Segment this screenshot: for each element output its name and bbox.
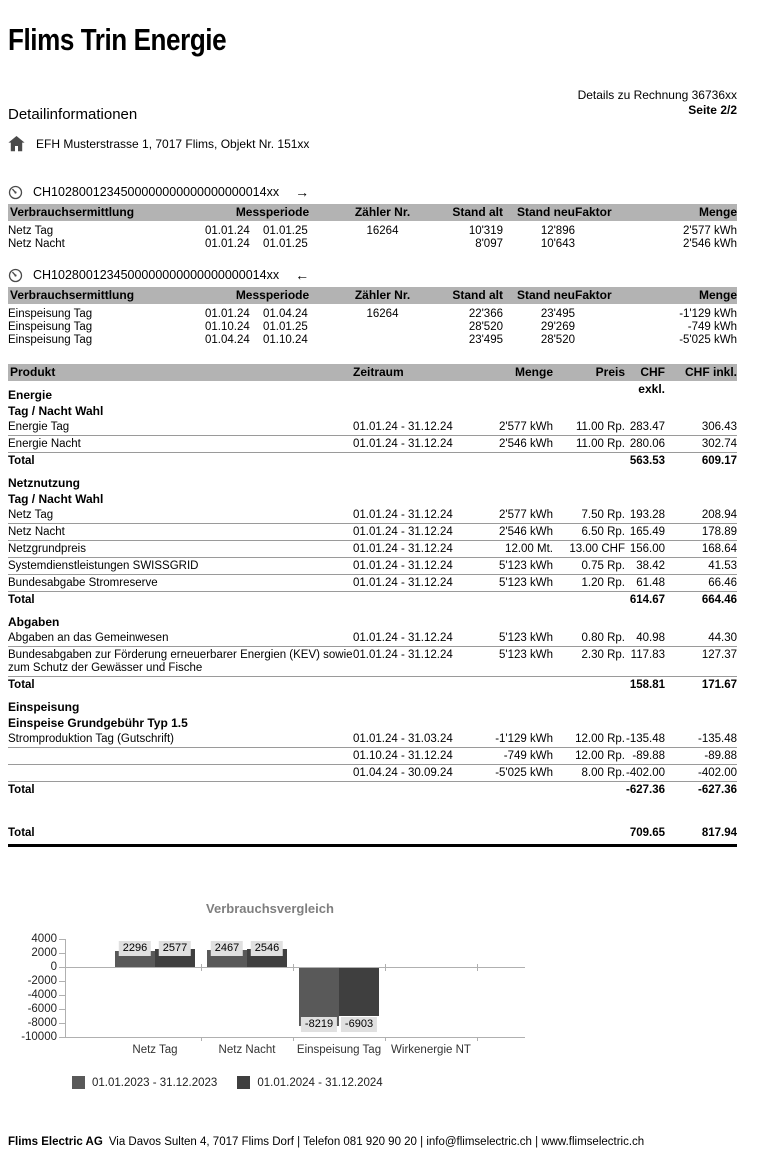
chf-exkl: 38.42 (636, 560, 665, 572)
menge: -5'025 kWh (495, 767, 553, 779)
total-chf-inkl: 171.67 (701, 679, 737, 691)
product-name: Netz Nacht (8, 526, 65, 538)
period-from: 01.01.24 (205, 238, 250, 250)
meter-table-header (8, 287, 737, 304)
col-stand-alt: Stand alt (452, 205, 503, 219)
col-zaehler-nr: Zähler Nr. (354, 288, 411, 302)
menge: -749 kWh (503, 750, 553, 762)
total-chf-exkl: 563.53 (629, 455, 665, 467)
x-category-label: Netz Nacht (218, 1044, 276, 1056)
preis: 0.75 Rp. (581, 560, 625, 572)
product-row (8, 731, 737, 748)
page-title: Detailinformationen (8, 106, 138, 123)
row-name: Einspeisung Tag (8, 334, 93, 346)
zero-line (65, 967, 525, 968)
page-number: Seite 2/2 (688, 103, 737, 117)
chf-inkl: 178.89 (701, 526, 737, 538)
preis: 1.20 Rp. (581, 577, 625, 589)
flow-direction-arrow: ← (295, 267, 310, 283)
chf-inkl: 66.46 (708, 577, 737, 589)
meter-table-header (8, 204, 737, 221)
column-header: Produkt (10, 365, 56, 379)
total-chf-exkl: 614.67 (629, 594, 665, 606)
faktor (575, 321, 630, 334)
section-subtitle: Tag / Nacht Wahl (8, 404, 104, 418)
menge: 2'546 kWh (499, 438, 553, 450)
chf-exkl: 165.49 (629, 526, 665, 538)
stand-neu: 28'520 (540, 334, 575, 346)
product-row (8, 765, 737, 782)
period-from: 01.04.24 (205, 334, 250, 346)
menge: -749 kWh (687, 321, 737, 333)
preis: 7.50 Rp. (581, 509, 625, 521)
col-faktor: Faktor (575, 205, 612, 219)
brand-logo: Flims Trin Energie (8, 22, 227, 57)
stand-alt: 8'097 (475, 238, 503, 250)
chart-bar (339, 968, 379, 1016)
col-messperiode: Messperiode (235, 288, 310, 302)
menge: 12.00 Mt. (505, 543, 553, 555)
bar-value-label: -8219 (301, 1017, 337, 1032)
zeitraum: 01.01.24 - 31.12.24 (353, 560, 453, 572)
total-label: Total (8, 784, 35, 796)
preis: 12.00 Rp. (575, 733, 625, 745)
preis: 2.30 Rp. (581, 649, 625, 661)
chf-inkl: 44.30 (708, 632, 737, 644)
x-axis-tick (385, 1037, 386, 1041)
section-title: Energie (8, 388, 53, 402)
legend-swatch (237, 1076, 250, 1089)
y-tick (59, 939, 65, 940)
invoice-reference-block (578, 88, 737, 118)
bar-value-label: 2467 (211, 941, 243, 956)
bar-value-label: 2577 (159, 941, 191, 956)
zeitraum: 01.01.24 - 31.12.24 (353, 421, 453, 433)
product-name: Systemdienstleistungen SWISSGRID (8, 560, 199, 572)
menge: 5'123 kWh (499, 560, 553, 572)
x-category-label: Wirkenergie NT (391, 1044, 471, 1056)
col-zaehler-nr: Zähler Nr. (354, 205, 411, 219)
chf-inkl: -135.48 (697, 733, 737, 745)
menge: 5'123 kWh (499, 577, 553, 589)
footer (8, 1136, 644, 1148)
total-chf-inkl: -627.36 (697, 784, 737, 796)
faktor (575, 238, 630, 251)
object-line (8, 136, 309, 152)
product-row (8, 436, 737, 453)
meter-number: 16264 (366, 308, 399, 320)
meter-id-line (8, 265, 737, 285)
chf-exkl: 61.48 (636, 577, 665, 589)
section-subtitle: Einspeise Grundgebühr Typ 1.5 (8, 716, 188, 730)
total-chf-exkl: 158.81 (629, 679, 665, 691)
preis: 12.00 Rp. (575, 750, 625, 762)
meter-section (8, 265, 737, 347)
product-name: Energie Tag (8, 421, 70, 433)
total-label: Total (8, 679, 35, 691)
chf-exkl: -402.00 (625, 767, 665, 779)
period-to: 01.01.25 (263, 321, 308, 333)
column-header: Menge (514, 365, 553, 379)
faktor (575, 308, 630, 321)
y-tick (59, 953, 65, 954)
stand-neu: 10'643 (540, 238, 575, 250)
chf-exkl: 193.28 (629, 509, 665, 521)
bar-value-label: -6903 (341, 1017, 377, 1032)
x-category-label: Netz Tag (132, 1044, 178, 1056)
grand-total-chf-exkl: 709.65 (629, 827, 665, 839)
preis: 13.00 CHF (569, 543, 625, 555)
section-total-row (8, 453, 737, 469)
section-subtitle: Tag / Nacht Wahl (8, 492, 104, 506)
chf-inkl: 208.94 (701, 509, 737, 521)
legend-label: 01.01.2023 - 31.12.2023 (92, 1076, 218, 1089)
period-to: 01.01.25 (263, 225, 308, 237)
product-row (8, 507, 737, 524)
footer-details: Via Davos Sulten 4, 7017 Flims Dorf | Telefon 081 920 90 20 | info@flimselectric.ch | www.flimselectric.ch (108, 1136, 645, 1148)
meter-sections (8, 182, 737, 361)
product-name: Stromproduktion Tag (Gutschrift) (8, 733, 174, 745)
row-name: Netz Tag (8, 225, 54, 237)
meter-row (8, 321, 737, 334)
x-axis-tick (477, 1037, 478, 1041)
chf-inkl: 127.37 (701, 649, 737, 661)
row-name: Netz Nacht (8, 238, 65, 250)
col-verbrauchsermittlung: Verbrauchsermittlung (10, 205, 135, 219)
legend-item (72, 1076, 217, 1089)
col-menge: Menge (698, 288, 737, 302)
y-tick-label: -10000 (21, 1031, 57, 1043)
preis: 11.00 Rp. (575, 421, 625, 433)
chf-exkl: -89.88 (632, 750, 665, 762)
section-title: Abgaben (8, 615, 60, 629)
chart-title: Verbrauchsvergleich (206, 901, 334, 916)
row-name: Einspeisung Tag (8, 308, 93, 320)
bar-value-label: 2546 (251, 941, 283, 956)
chf-inkl: 306.43 (701, 421, 737, 433)
chf-inkl: 302.74 (701, 438, 737, 450)
col-stand-neu: Stand neu (516, 205, 575, 219)
product-row (8, 647, 737, 677)
product-row (8, 630, 737, 647)
x-axis-tick (293, 1037, 294, 1041)
meter-id: CH1028001234500000000000000000014xx (33, 268, 280, 282)
legend-swatch (72, 1076, 85, 1089)
period-to: 01.01.25 (263, 238, 308, 250)
col-stand-neu: Stand neu (516, 288, 575, 302)
menge: 5'123 kWh (499, 632, 553, 644)
section-total-row (8, 782, 737, 798)
stand-neu: 12'896 (540, 225, 575, 237)
period-from: 01.01.24 (205, 225, 250, 237)
product-row (8, 541, 737, 558)
stand-alt: 10'319 (468, 225, 503, 237)
product-name (8, 767, 353, 780)
section-title: Netznutzung (8, 476, 80, 490)
invoice-reference: Details zu Rechnung 36736xx (577, 88, 737, 102)
section-title: Einspeisung (8, 700, 80, 714)
row-name: Einspeisung Tag (8, 321, 93, 333)
total-chf-inkl: 664.46 (701, 594, 737, 606)
section-total-row (8, 677, 737, 693)
section-total-row (8, 592, 737, 608)
chf-exkl: 280.06 (629, 438, 665, 450)
product-name: Netz Tag (8, 509, 54, 521)
col-messperiode: Messperiode (235, 205, 310, 219)
menge: 2'577 kWh (499, 509, 553, 521)
period-to: 01.10.24 (263, 334, 308, 346)
legend-item (237, 1076, 382, 1089)
zeitraum: 01.01.24 - 31.12.24 (353, 649, 453, 661)
chart-legend (72, 1076, 383, 1089)
product-row (8, 524, 737, 541)
meter-section (8, 182, 737, 251)
faktor (575, 225, 630, 238)
chf-inkl: -402.00 (697, 767, 737, 779)
meter-row (8, 334, 737, 347)
zeitraum: 01.10.24 - 31.12.24 (353, 750, 453, 762)
zeitraum: 01.01.24 - 31.12.24 (353, 543, 453, 555)
zeitraum: 01.01.24 - 31.12.24 (353, 526, 453, 538)
product-row (8, 575, 737, 592)
product-row (8, 419, 737, 436)
product-name: Bundesabgabe Stromreserve (8, 577, 158, 589)
period-from: 01.01.24 (205, 308, 250, 320)
chf-exkl: 40.98 (636, 632, 665, 644)
object-address: EFH Musterstrasse 1, 7017 Flims, Objekt Nr. 151xx (36, 137, 310, 151)
total-chf-inkl: 609.17 (701, 455, 737, 467)
zeitraum: 01.01.24 - 31.12.24 (353, 632, 453, 644)
y-tick-label: -8000 (27, 1017, 57, 1029)
meter-row (8, 308, 737, 321)
zero-line-tick (477, 964, 478, 971)
total-chf-exkl: -627.36 (625, 784, 665, 796)
meter-row (8, 225, 737, 238)
y-tick-label: 4000 (31, 933, 57, 945)
y-tick (59, 1023, 65, 1024)
zeitraum: 01.01.24 - 31.12.24 (353, 509, 453, 521)
zero-line-tick (385, 964, 386, 971)
zero-line-tick (201, 964, 202, 971)
stand-neu: 29'269 (540, 321, 575, 333)
y-tick-label: -4000 (27, 989, 57, 1001)
total-label: Total (8, 594, 35, 606)
column-header: Preis (595, 365, 625, 379)
grand-total-chf-inkl: 817.94 (701, 827, 737, 839)
zeitraum: 01.01.24 - 31.12.24 (353, 577, 453, 589)
column-header: Zeitraum (353, 365, 404, 379)
x-category-label: Einspeisung Tag (296, 1044, 382, 1056)
chf-inkl: -89.88 (704, 750, 737, 762)
consumption-chart (0, 893, 560, 1123)
meter-id-line (8, 182, 737, 202)
chf-exkl: 117.83 (630, 649, 665, 661)
preis: 11.00 Rp. (575, 438, 625, 450)
chf-exkl: -135.48 (625, 733, 665, 745)
footer-company: Flims Electric AG (8, 1136, 103, 1148)
product-row (8, 748, 737, 765)
stand-alt: 28'520 (468, 321, 503, 333)
col-faktor: Faktor (575, 288, 612, 302)
menge: -1'129 kWh (495, 733, 553, 745)
house-icon (8, 136, 25, 152)
y-tick (59, 1009, 65, 1010)
preis: 6.50 Rp. (581, 526, 625, 538)
y-tick-label: 2000 (31, 947, 57, 959)
chf-exkl: 283.47 (629, 421, 665, 433)
product-row (8, 558, 737, 575)
menge: 5'123 kWh (499, 649, 553, 661)
col-verbrauchsermittlung: Verbrauchsermittlung (10, 288, 135, 302)
total-label: Total (8, 455, 35, 467)
zeitraum: 01.01.24 - 31.03.24 (353, 733, 453, 745)
flow-direction-arrow: → (295, 184, 310, 200)
meter-row (8, 238, 737, 251)
menge: 2'546 kWh (499, 526, 553, 538)
y-tick (59, 995, 65, 996)
meter-number (340, 238, 425, 251)
product-name: Netzgrundpreis (8, 543, 86, 555)
stand-alt: 23'495 (468, 334, 503, 346)
product-table (8, 364, 737, 847)
period-from: 01.10.24 (205, 321, 250, 333)
chf-inkl: 41.53 (708, 560, 737, 572)
zeitraum: 01.04.24 - 30.09.24 (353, 767, 453, 779)
x-axis (65, 1037, 525, 1038)
menge: 2'546 kWh (683, 238, 737, 250)
period-to: 01.04.24 (263, 308, 308, 320)
col-menge: Menge (698, 205, 737, 219)
meter-id: CH1028001234500000000000000000014xx (33, 185, 280, 199)
zeitraum: 01.01.24 - 31.12.24 (353, 438, 453, 450)
meter-number (340, 321, 425, 334)
menge: -1'129 kWh (679, 308, 737, 320)
menge: 2'577 kWh (683, 225, 737, 237)
faktor (575, 334, 630, 347)
meter-icon (8, 268, 23, 283)
chf-exkl: 156.00 (629, 543, 665, 555)
column-header: CHF inkl. (684, 365, 737, 379)
meter-number: 16264 (366, 225, 399, 237)
x-axis-tick (201, 1037, 202, 1041)
stand-neu: 23'495 (540, 308, 575, 320)
column-header: CHF exkl. (638, 365, 665, 396)
grand-total-row (8, 824, 737, 847)
meter-icon (8, 185, 23, 200)
stand-alt: 22'366 (468, 308, 503, 320)
y-axis (65, 939, 66, 1037)
menge: 2'577 kWh (499, 421, 553, 433)
col-stand-alt: Stand alt (452, 288, 503, 302)
preis: 8.00 Rp. (581, 767, 625, 779)
legend-label: 01.01.2024 - 31.12.2024 (257, 1076, 383, 1089)
product-name (8, 750, 353, 763)
bar-value-label: 2296 (119, 941, 151, 956)
y-tick-label: -6000 (27, 1003, 57, 1015)
zero-line-tick (293, 964, 294, 971)
y-tick-label: 0 (50, 961, 57, 973)
meter-number (340, 334, 425, 347)
chf-inkl: 168.64 (701, 543, 737, 555)
y-tick-label: -2000 (27, 975, 57, 987)
product-name: Energie Nacht (8, 438, 81, 450)
menge: -5'025 kWh (679, 334, 737, 346)
preis: 0.80 Rp. (581, 632, 625, 644)
product-name: Abgaben an das Gemeinwesen (8, 632, 169, 644)
total-label: Total (8, 827, 35, 839)
product-name: Bundesabgaben zur Förderung erneuerbarer Energien (KEV) sowie zum Schutz der Gewässer und Fische (8, 649, 353, 674)
y-tick (59, 981, 65, 982)
